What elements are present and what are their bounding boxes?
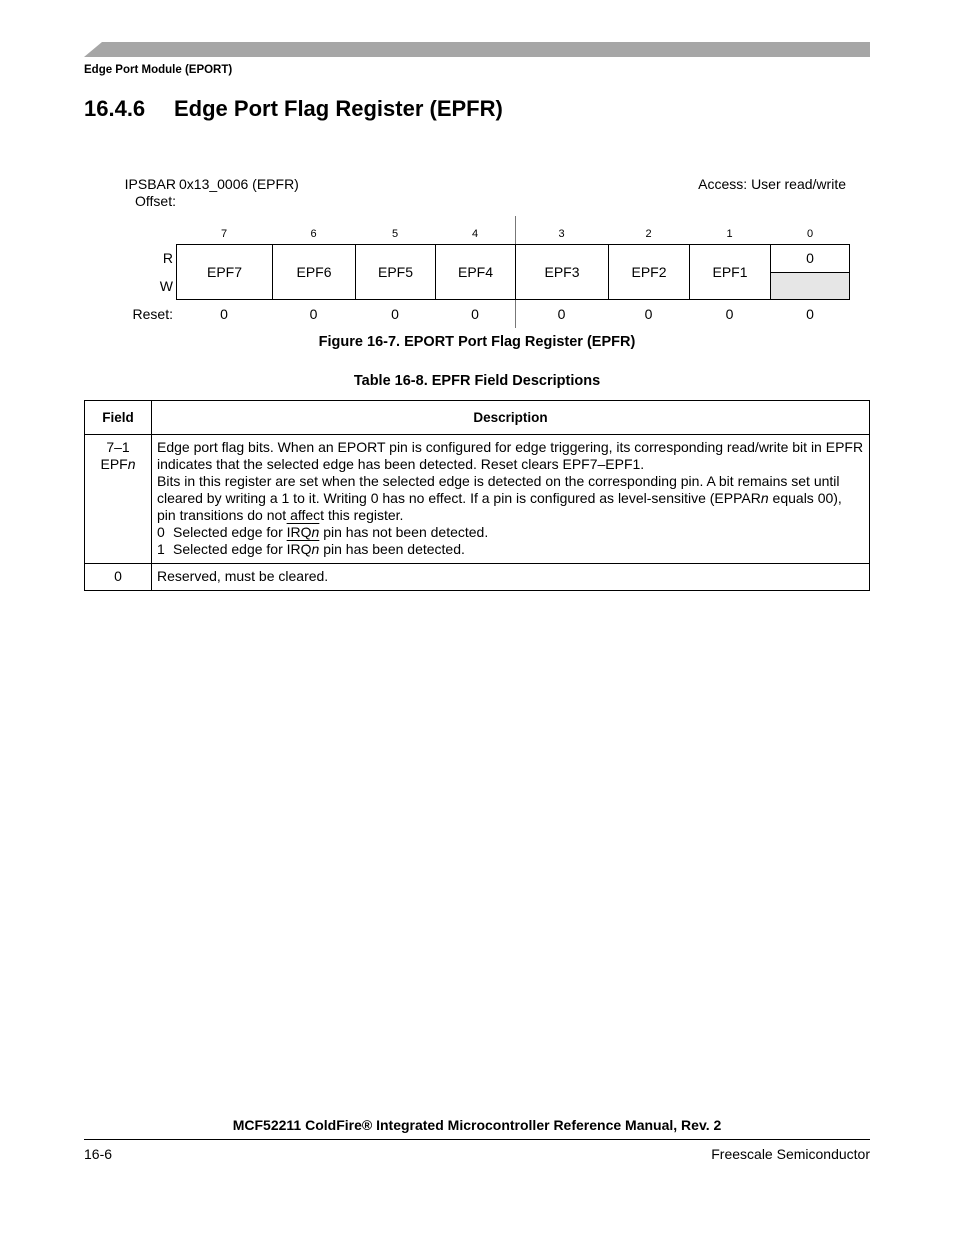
table-row [85,564,870,591]
field-name [90,456,146,473]
signal-name [287,541,320,557]
signal-name [287,524,320,540]
bit-number: 3 [558,228,565,240]
table-header-row [85,401,870,435]
table-row [85,435,870,564]
field-cell-bit0-write-reserved [770,272,850,300]
field-cell-epf5: EPF5 [355,244,436,300]
bit-number: 0 [806,228,814,240]
enum-text: Selected edge for [173,524,287,540]
signal-var: n [311,524,320,540]
field-cell-epf1: EPF1 [689,244,771,300]
enum-text: pin has not been detected. [319,524,489,540]
header-bar [84,42,870,57]
publisher: Freescale Semiconductor [711,1146,870,1162]
description-para: Edge port flag bits. When an EPORT pin is configured for edge triggering, its corresponding read/write bit in EPFR indicates that the selected edge has been detected. Reset clears EPF7–EPF1. [157,439,864,472]
description-cell: Reserved, must be cleared. [152,564,870,591]
figure-caption: Figure 16-7. EPORT Port Flag Register (EPFR) [318,334,636,350]
enum-value: 0 [157,524,165,540]
description-cell [152,435,870,564]
footer-title: MCF52211 ColdFire® Integrated Microcontroller Reference Manual, Rev. 2 [232,1117,722,1133]
page-number: 16-6 [84,1146,113,1162]
column-header-description: Description [152,401,870,435]
field-bits: 7–1 [106,439,130,455]
description-text: Bits in this register are set when the selected edge is detected on the corresponding pin. A bit remains set until cleared by writing a 1 to it. Writing 0 has no effect. If a pin is configured as level-sensitive (EPPAR [157,473,840,506]
enum-option [157,524,864,541]
field-cell-epf4: EPF4 [435,244,516,300]
write-row-label: W [159,278,173,294]
read-row-label: R [162,250,173,266]
enum-text: pin has been detected. [319,541,465,557]
section-title [84,96,503,122]
field-cell-epf7: EPF7 [176,244,273,300]
running-head: Edge Port Module (EPORT) [84,64,233,76]
section-heading: Edge Port Flag Register (EPFR) [174,96,503,121]
register-offset: 0x13_0006 (EPFR) [179,176,299,192]
field-name-var: n [127,456,136,472]
field-cell-epf6: EPF6 [272,244,356,300]
enum-option [157,541,864,558]
field-cell-epf2: EPF2 [608,244,690,300]
reset-value: 0 [725,306,734,322]
reset-value: 0 [220,306,228,322]
bit-number: 7 [220,228,228,240]
signal-var: n [311,541,320,557]
register-block-label: IPSBAR Offset: [124,176,176,209]
reset-value: 0 [557,306,566,322]
bit-number: 2 [645,228,652,240]
bit-number: 1 [726,228,733,240]
reset-value: 0 [471,306,479,322]
bit-number: 6 [310,228,317,240]
signal-text: IRQ [286,524,312,540]
reset-value: 0 [644,306,653,322]
field-description-table [84,400,870,591]
field-cell-bit0-read: 0 [770,244,850,273]
reset-row-label: Reset: [132,306,173,322]
section-number: 16.4.6 [84,96,146,121]
reset-value: 0 [391,306,399,322]
bit-number: 5 [391,228,399,240]
reset-value: 0 [806,306,814,322]
enum-text: Selected edge for [173,541,287,557]
enum-value: 1 [157,541,165,557]
column-header-field: Field [85,401,152,435]
bit-number: 4 [471,228,479,240]
description-para [157,473,864,524]
header-bar-shape [84,42,870,57]
field-cell-epf3: EPF3 [515,244,609,300]
footer-rule [84,1139,870,1140]
description-var: n [760,490,769,506]
signal-text: IRQ [286,541,312,557]
field-cell [85,435,152,564]
table-caption: Table 16-8. EPFR Field Descriptions [353,373,601,389]
reset-value: 0 [309,306,318,322]
field-cell: 0 [85,564,152,591]
field-name-text: EPF [100,456,128,472]
description-text: equals 00), pin transitions do not affect this register. [157,490,842,523]
register-access: Access: User read/write [698,176,846,192]
